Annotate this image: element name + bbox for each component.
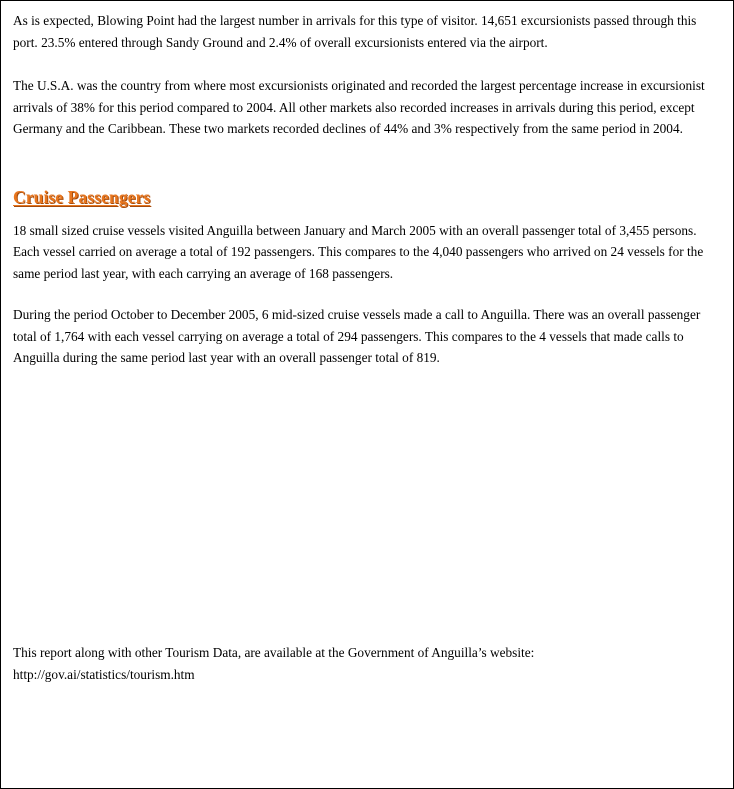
footer-text: This report along with other Tourism Data, are available at the Government of Anguilla’s website:: [13, 645, 535, 660]
document-body: [13, 10, 721, 369]
footer-url: http://gov.ai/statistics/tourism.htm: [13, 666, 195, 682]
paragraph-excursionists-ports: As is expected, Blowing Point had the largest number in arrivals for this type of visitor. 14,651 excursionists passed through this port. 23.5% entered through Sandy Ground and 2.4% of overall excursionists entered via the airport.: [13, 13, 697, 50]
footer-note: [13, 642, 721, 685]
cruise-passengers-heading: Cruise Passengers: [13, 186, 151, 207]
paragraph-cruise-q4: During the period October to December 2005, 6 mid-sized cruise vessels made a call to Anguilla. There was an overall passenger total of 1,764 with each vessel carrying on average a total of 294 passengers. This compares to the 4 vessels that made calls to Anguilla during the same period last year with an overall passenger total of 819.: [13, 307, 701, 365]
paragraph-cruise-q1: 18 small sized cruise vessels visited Anguilla between January and March 2005 with an overall passenger total of 3,455 persons. Each vessel carried on average a total of 192 passengers. This compares to the 4,040 passengers who arrived on 24 vessels for the same period last year, with each carrying an average of 168 passengers.: [13, 222, 704, 281]
paragraph-excursionists-markets: The U.S.A. was the country from where most excursionists originated and recorded the largest percentage increase in excursionist arrivals of 38% for this period compared to 2004. All other markets also recorded increases in arrivals during this period, except Germany and the Caribbean. These two markets recorded declines of 44% and 3% respectively from the same period in 2004.: [13, 78, 705, 136]
